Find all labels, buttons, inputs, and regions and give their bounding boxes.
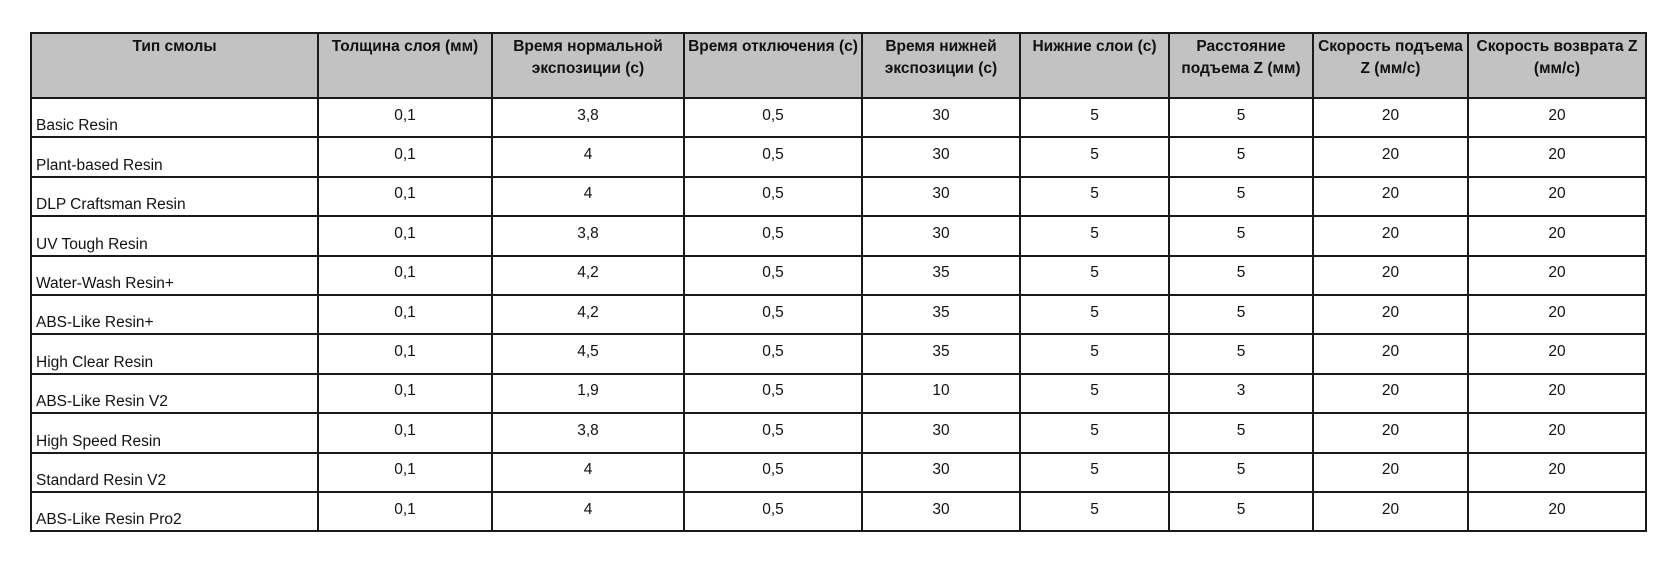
value-cell: 30 (862, 453, 1020, 492)
resin-name-cell: DLP Craftsman Resin (31, 177, 318, 216)
value-cell: 20 (1468, 453, 1646, 492)
table-row (31, 216, 1646, 255)
value-cell: 20 (1313, 256, 1468, 295)
value-cell: 30 (862, 216, 1020, 255)
resin-name-cell: High Clear Resin (31, 334, 318, 373)
value-cell: 0,5 (684, 334, 862, 373)
value-cell: 20 (1468, 374, 1646, 413)
resin-name-cell: ABS-Like Resin+ (31, 295, 318, 334)
value-cell: 30 (862, 413, 1020, 452)
value-cell: 5 (1169, 413, 1313, 452)
value-cell: 5 (1169, 492, 1313, 531)
value-cell: 4,2 (492, 256, 684, 295)
resin-name-cell: UV Tough Resin (31, 216, 318, 255)
value-cell: 35 (862, 256, 1020, 295)
value-cell: 4,2 (492, 295, 684, 334)
value-cell: 4 (492, 453, 684, 492)
value-cell: 0,1 (318, 137, 492, 176)
value-cell: 20 (1468, 413, 1646, 452)
column-header: Нижние слои (с) (1020, 33, 1169, 98)
value-cell: 0,1 (318, 453, 492, 492)
value-cell: 20 (1313, 137, 1468, 176)
value-cell: 5 (1020, 413, 1169, 452)
value-cell: 30 (862, 98, 1020, 137)
value-cell: 0,5 (684, 295, 862, 334)
value-cell: 0,5 (684, 256, 862, 295)
value-cell: 30 (862, 137, 1020, 176)
table-row (31, 256, 1646, 295)
table-row (31, 492, 1646, 531)
column-header: Расстояние подъема Z (мм) (1169, 33, 1313, 98)
value-cell: 0,1 (318, 413, 492, 452)
resin-name-cell: ABS-Like Resin Pro2 (31, 492, 318, 531)
column-header: Тип смолы (31, 33, 318, 98)
value-cell: 0,5 (684, 453, 862, 492)
table-row (31, 374, 1646, 413)
value-cell: 20 (1313, 374, 1468, 413)
value-cell: 20 (1313, 295, 1468, 334)
value-cell: 0,5 (684, 492, 862, 531)
value-cell: 20 (1313, 492, 1468, 531)
resin-name-cell: Water-Wash Resin+ (31, 256, 318, 295)
value-cell: 0,5 (684, 374, 862, 413)
value-cell: 5 (1020, 137, 1169, 176)
table-row (31, 413, 1646, 452)
table-body (31, 98, 1646, 531)
value-cell: 5 (1169, 98, 1313, 137)
value-cell: 0,1 (318, 492, 492, 531)
table-row (31, 334, 1646, 373)
value-cell: 0,5 (684, 98, 862, 137)
table-row (31, 453, 1646, 492)
value-cell: 20 (1468, 177, 1646, 216)
value-cell: 0,1 (318, 256, 492, 295)
resin-name-cell: High Speed Resin (31, 413, 318, 452)
value-cell: 4 (492, 492, 684, 531)
value-cell: 5 (1169, 177, 1313, 216)
column-header: Скорость подъема Z (мм/с) (1313, 33, 1468, 98)
table-row (31, 137, 1646, 176)
resin-name-cell: ABS-Like Resin V2 (31, 374, 318, 413)
table-header (31, 33, 1646, 98)
value-cell: 20 (1313, 413, 1468, 452)
value-cell: 20 (1313, 177, 1468, 216)
value-cell: 30 (862, 492, 1020, 531)
column-header: Время нижней экспозиции (с) (862, 33, 1020, 98)
value-cell: 20 (1468, 334, 1646, 373)
value-cell: 0,5 (684, 137, 862, 176)
value-cell: 5 (1169, 137, 1313, 176)
resin-settings-table (30, 32, 1647, 532)
value-cell: 5 (1169, 334, 1313, 373)
value-cell: 20 (1468, 216, 1646, 255)
value-cell: 0,5 (684, 177, 862, 216)
value-cell: 5 (1169, 216, 1313, 255)
value-cell: 0,1 (318, 295, 492, 334)
value-cell: 0,1 (318, 177, 492, 216)
table-row (31, 177, 1646, 216)
value-cell: 5 (1169, 453, 1313, 492)
value-cell: 20 (1468, 295, 1646, 334)
value-cell: 3,8 (492, 413, 684, 452)
value-cell: 20 (1313, 98, 1468, 137)
value-cell: 4,5 (492, 334, 684, 373)
value-cell: 3,8 (492, 216, 684, 255)
value-cell: 20 (1468, 492, 1646, 531)
value-cell: 5 (1020, 295, 1169, 334)
value-cell: 5 (1020, 256, 1169, 295)
value-cell: 20 (1468, 256, 1646, 295)
value-cell: 5 (1020, 334, 1169, 373)
value-cell: 4 (492, 177, 684, 216)
column-header: Скорость возврата Z (мм/с) (1468, 33, 1646, 98)
value-cell: 0,1 (318, 374, 492, 413)
resin-name-cell: Standard Resin V2 (31, 453, 318, 492)
value-cell: 5 (1169, 295, 1313, 334)
value-cell: 20 (1468, 137, 1646, 176)
value-cell: 5 (1020, 98, 1169, 137)
column-header: Толщина слоя (мм) (318, 33, 492, 98)
header-row (31, 33, 1646, 98)
value-cell: 0,1 (318, 216, 492, 255)
table-row (31, 98, 1646, 137)
value-cell: 0,5 (684, 216, 862, 255)
value-cell: 10 (862, 374, 1020, 413)
value-cell: 3 (1169, 374, 1313, 413)
value-cell: 0,5 (684, 413, 862, 452)
value-cell: 4 (492, 137, 684, 176)
value-cell: 5 (1020, 492, 1169, 531)
column-header: Время отключения (с) (684, 33, 862, 98)
value-cell: 20 (1313, 216, 1468, 255)
value-cell: 3,8 (492, 98, 684, 137)
value-cell: 5 (1169, 256, 1313, 295)
resin-name-cell: Basic Resin (31, 98, 318, 137)
table-row (31, 295, 1646, 334)
value-cell: 0,1 (318, 98, 492, 137)
value-cell: 5 (1020, 374, 1169, 413)
column-header: Время нормальной экспозиции (с) (492, 33, 684, 98)
resin-name-cell: Plant-based Resin (31, 137, 318, 176)
value-cell: 1,9 (492, 374, 684, 413)
value-cell: 20 (1313, 453, 1468, 492)
resin-settings-table-container (30, 32, 1647, 532)
value-cell: 35 (862, 334, 1020, 373)
value-cell: 0,1 (318, 334, 492, 373)
value-cell: 5 (1020, 453, 1169, 492)
value-cell: 35 (862, 295, 1020, 334)
value-cell: 5 (1020, 216, 1169, 255)
value-cell: 20 (1313, 334, 1468, 373)
value-cell: 30 (862, 177, 1020, 216)
value-cell: 5 (1020, 177, 1169, 216)
value-cell: 20 (1468, 98, 1646, 137)
